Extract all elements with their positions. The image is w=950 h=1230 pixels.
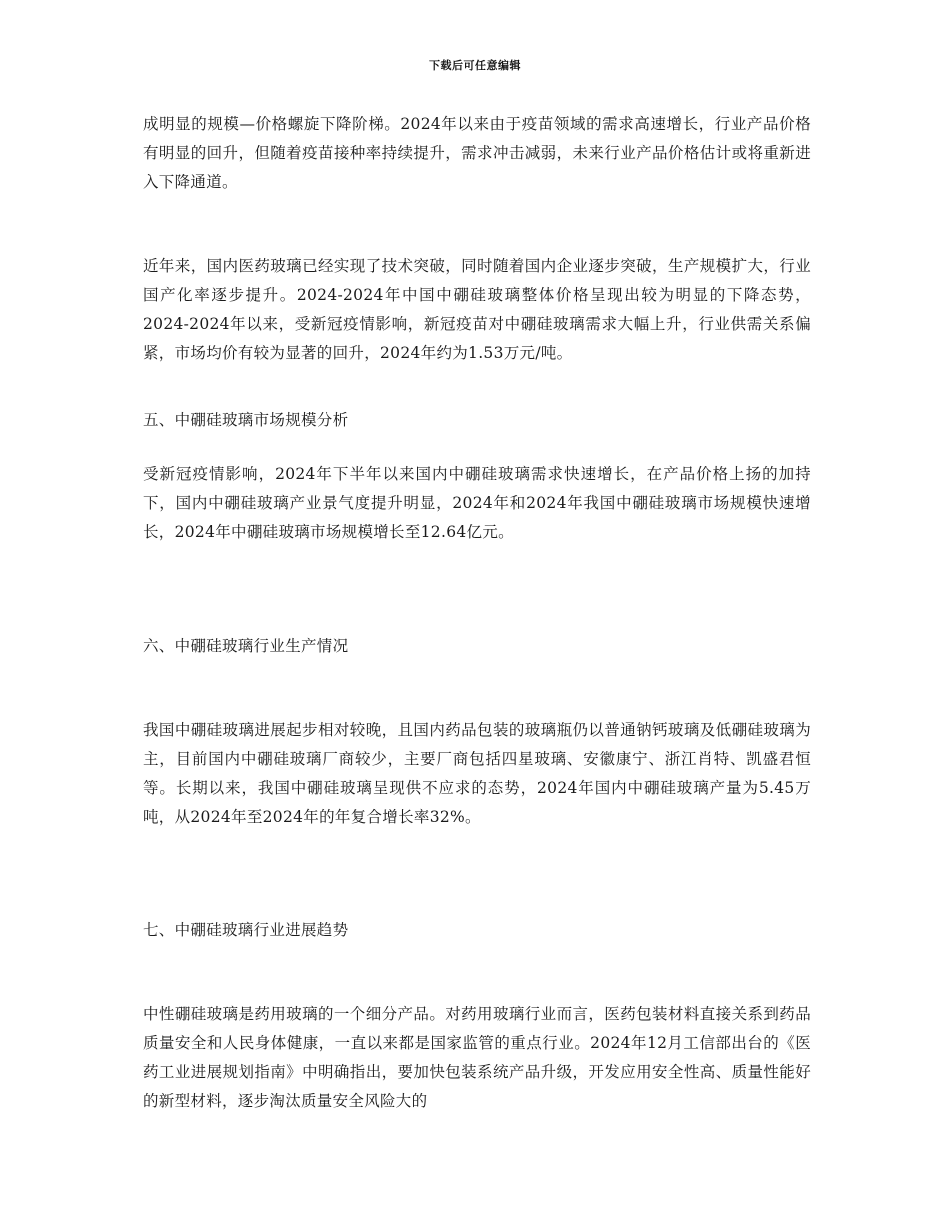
paragraph-price-cycle: 成明显的规模—价格螺旋下降阶梯。2024年以来由于疫苗领域的需求高速增长，行业产品价格有明显的回升，但随着疫苗接种率持续提升，需求冲击减弱，未来行业产品价格估计或将重新进入下降通道。 <box>143 115 811 191</box>
page-header: 下载后可任意编辑 <box>429 59 521 72</box>
paragraph-trends: 中性硼硅玻璃是药用玻璃的一个细分产品。对药用玻璃行业而言，医药包装材料直接关系到药品质量安全和人民身体健康，一直以来都是国家监管的重点行业。2024年12月工信部出台的《医药工业进展规划指南》中明确指出，要加快包装系统产品升级，开发应用安全性高、质量性能好的新型材料，逐步淘汰质量安全风险大的 <box>143 1005 811 1110</box>
paragraph-domestic-price: 近年来，国内医药玻璃已经实现了技术突破，同时随着国内企业逐步突破，生产规模扩大，行业国产化率逐步提升。2024-2024年中国中硼硅玻璃整体价格呈现出较为明显的下降态势，2024-2024年以来，受新冠疫情影响，新冠疫苗对中硼硅玻璃需求大幅上升，行业供需关系偏紧，市场均价有较为显著的回升，2024年约为1.53万元/吨。 <box>143 257 811 362</box>
section-heading-market-size: 五、中硼硅玻璃市场规模分析 <box>143 411 349 429</box>
section-heading-trends: 七、中硼硅玻璃行业进展趋势 <box>143 921 349 939</box>
paragraph-production: 我国中硼硅玻璃进展起步相对较晚，且国内药品包装的玻璃瓶仍以普通钠钙玻璃及低硼硅玻璃为主，目前国内中硼硅玻璃厂商较少，主要厂商包括四星玻璃、安徽康宁、浙江肖特、凯盛君恒等。长期以来，我国中硼硅玻璃呈现供不应求的态势，2024年国内中硼硅玻璃产量为5.45万吨，从2024年至2024年的年复合增长率32%。 <box>143 721 811 826</box>
section-heading-production: 六、中硼硅玻璃行业生产情况 <box>143 637 349 655</box>
paragraph-market-size: 受新冠疫情影响，2024年下半年以来国内中硼硅玻璃需求快速增长，在产品价格上扬的加持下，国内中硼硅玻璃产业景气度提升明显，2024年和2024年我国中硼硅玻璃市场规模快速增长，2024年中硼硅玻璃市场规模增长至12.64亿元。 <box>143 465 811 541</box>
